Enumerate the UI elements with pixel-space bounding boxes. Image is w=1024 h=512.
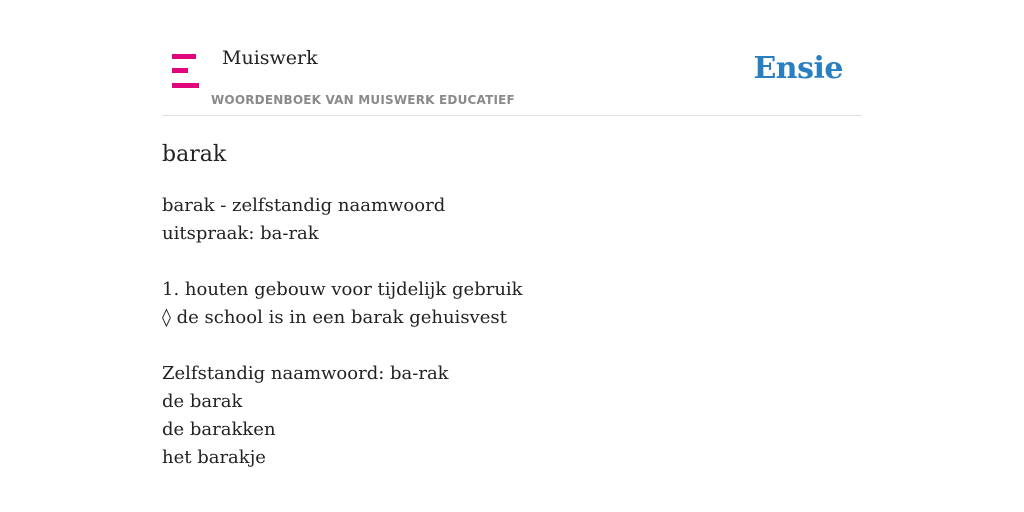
page-title: barak xyxy=(162,142,227,167)
pronunciation-line: uitspraak: ba-rak xyxy=(162,223,319,244)
example-line: ◊ de school is in een barak gehuisvest xyxy=(162,307,507,328)
blank-line xyxy=(162,248,862,276)
meaning-line: 1. houten gebouw voor tijdelijk gebruik xyxy=(162,279,523,300)
brand-subtitle: WOORDENBOEK VAN MUISWERK EDUCATIEF xyxy=(211,93,515,107)
inflection-plural-line: de barakken xyxy=(162,419,276,440)
header-divider xyxy=(162,115,862,116)
logo-bar-top xyxy=(172,54,196,59)
logo-bar-bottom xyxy=(172,83,199,88)
inflection-singular-line: de barak xyxy=(162,391,243,412)
muiswerk-logo-icon[interactable] xyxy=(172,54,200,88)
entry-heading-line: barak - zelfstandig naamwoord xyxy=(162,195,446,216)
logo-bar-middle xyxy=(172,68,188,73)
blank-line xyxy=(162,332,862,360)
word-class-line: Zelfstandig naamwoord: ba-rak xyxy=(162,363,449,384)
definition-body xyxy=(162,192,862,472)
inflection-diminutive-line: het barakje xyxy=(162,447,266,468)
ensie-logo[interactable]: Ensie xyxy=(753,51,843,86)
brand-name[interactable]: Muiswerk xyxy=(222,47,318,69)
